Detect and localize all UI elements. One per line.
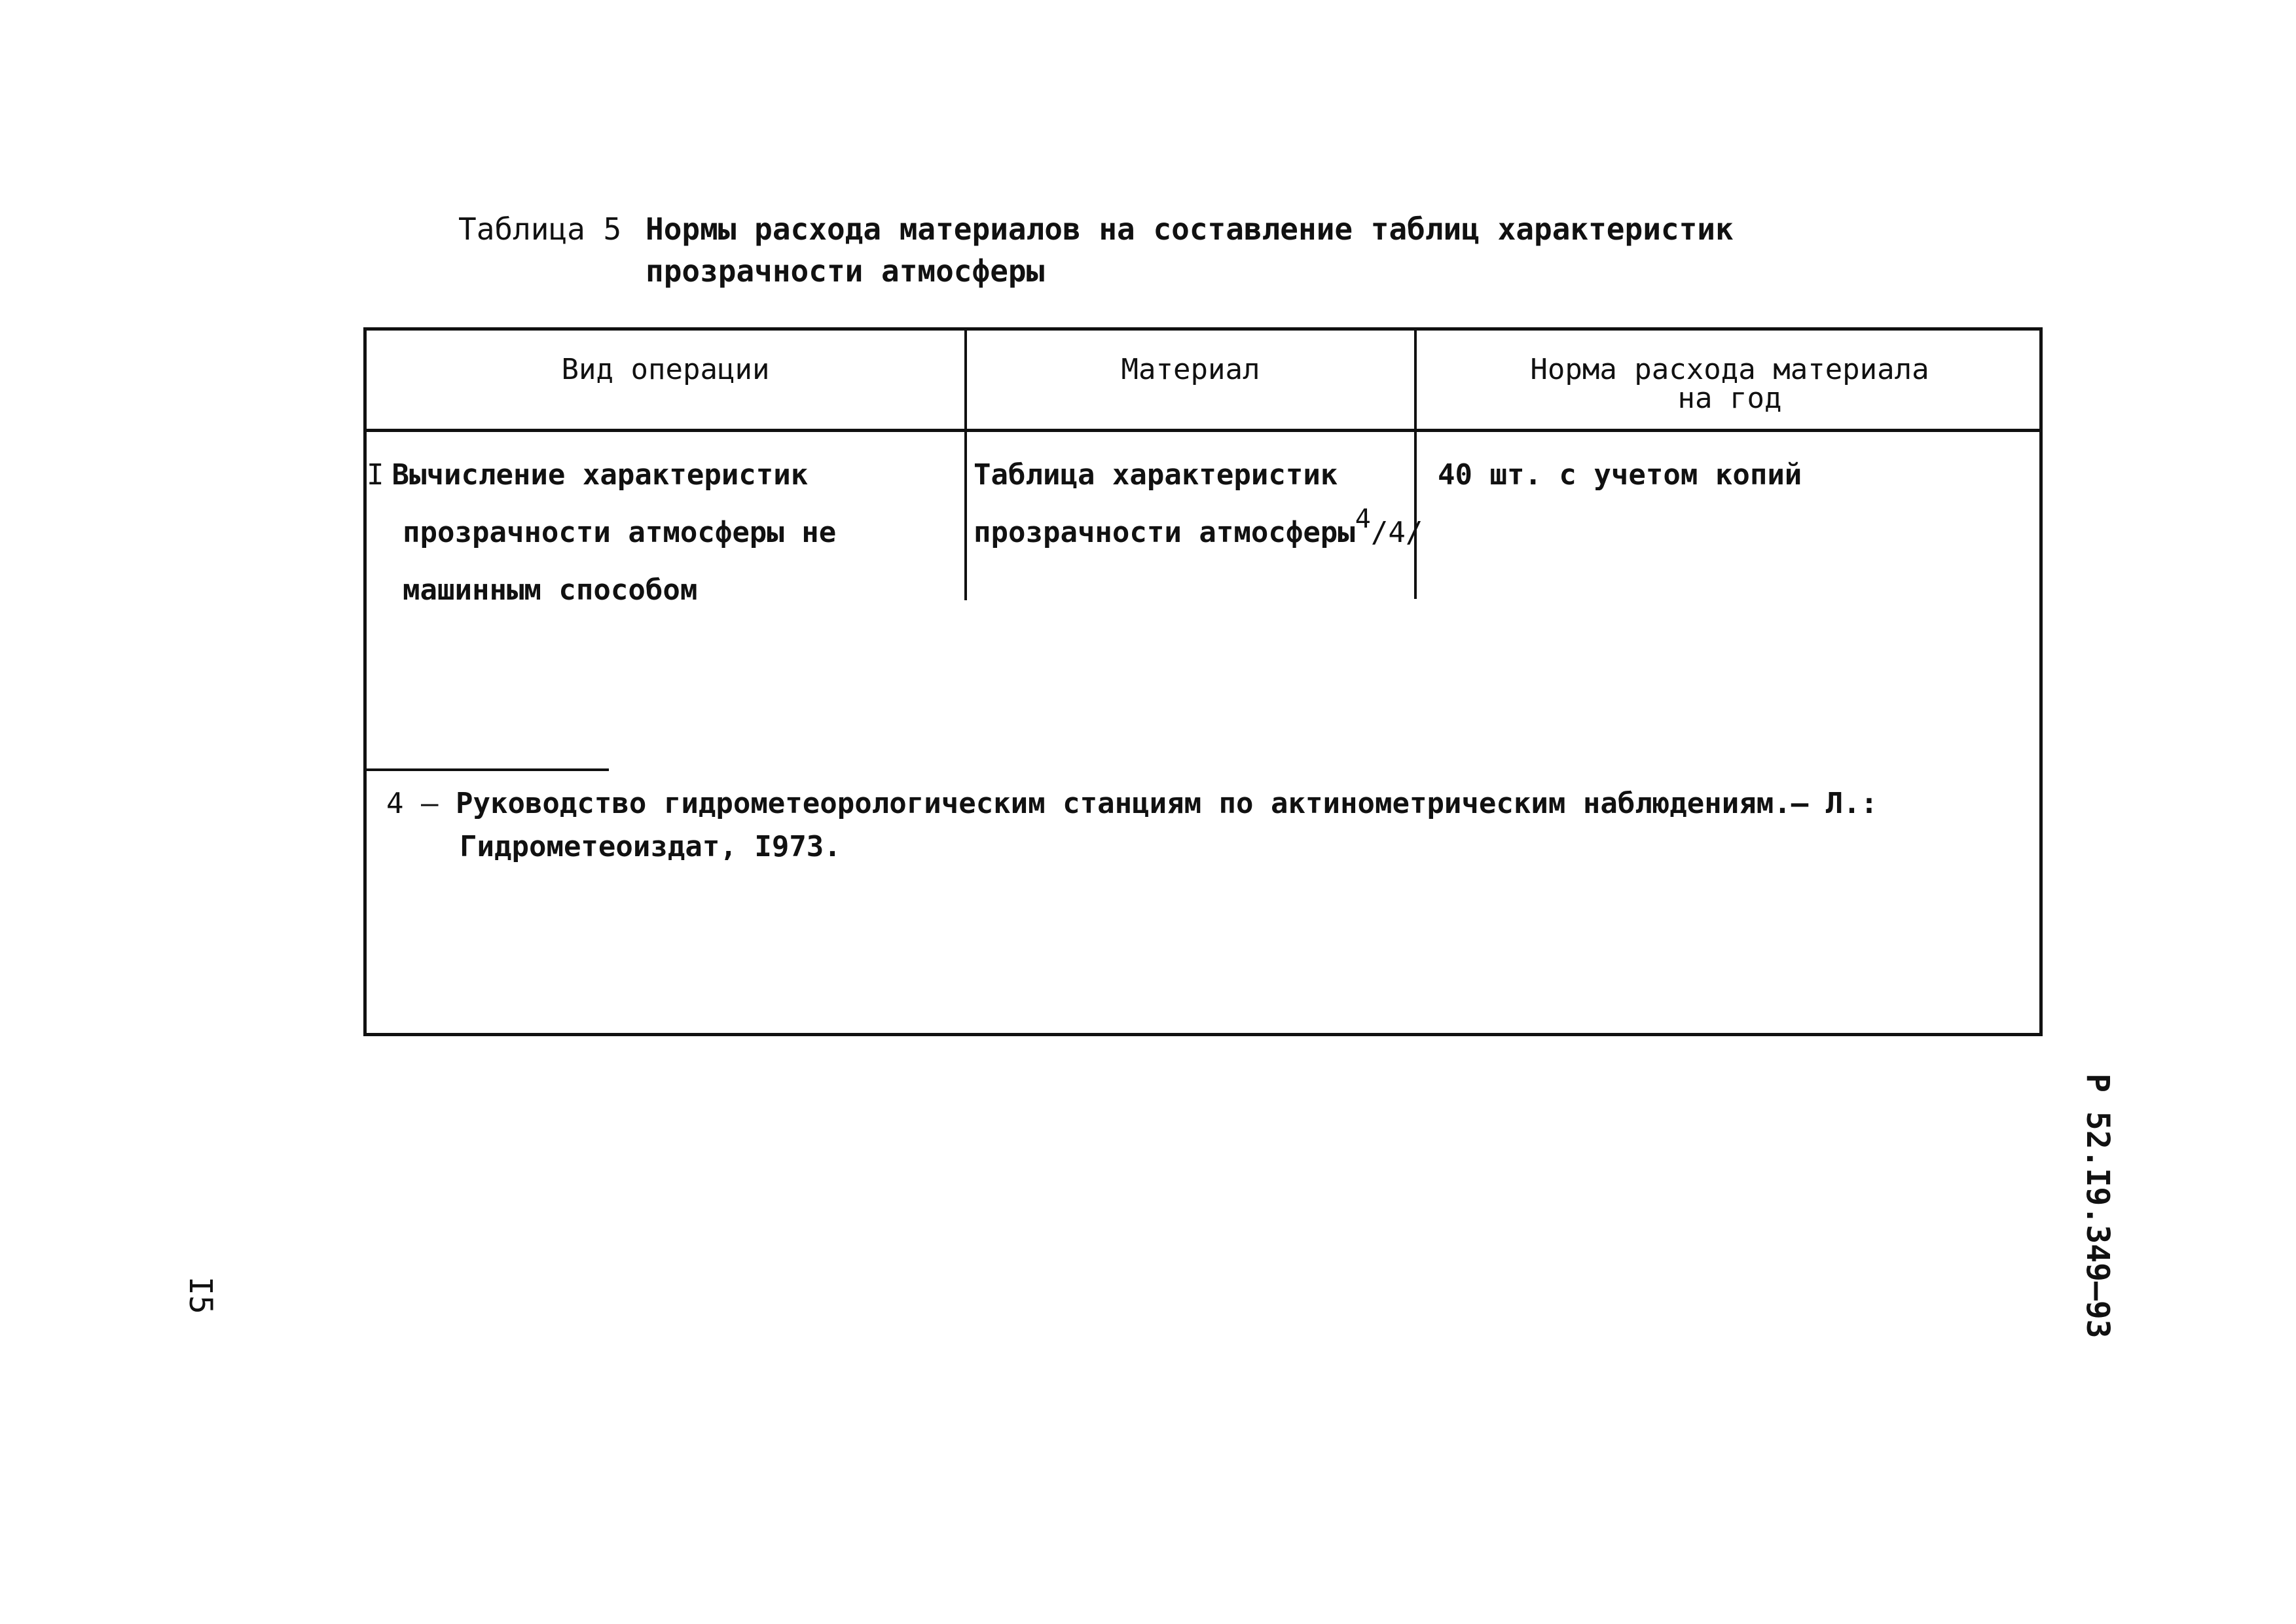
material-reference: /4/	[1370, 516, 1423, 549]
table-title-line2: прозрачности атмосферы	[646, 253, 1045, 289]
row-operation-cell	[367, 446, 836, 619]
norms-table	[363, 327, 2043, 1036]
page-number: I5	[182, 1276, 219, 1314]
row-material-cell	[974, 446, 1423, 562]
table-label: Таблица 5	[458, 211, 622, 247]
header-norm-line2: на год	[1677, 382, 1782, 415]
header-norm-line1: Норма расхода материала	[1530, 353, 1929, 386]
footnote-text-line1: Руководство гидрометеорологическим станциям по актинометрическим наблюдениям.– Л.:	[455, 787, 1878, 820]
document-code: Р 52.I9.349–93	[2079, 1074, 2116, 1339]
material-footnote-mark: 4	[1355, 504, 1371, 534]
operation-line1: Вычисление характеристик	[392, 458, 809, 492]
material-line1: Таблица характеристик	[974, 458, 1338, 492]
column-divider-1	[964, 331, 967, 600]
footnote	[386, 782, 1878, 869]
footnote-number: 4 –	[386, 787, 439, 820]
table-title-line1: Нормы расхода материалов на составление таблиц характеристик	[646, 211, 1734, 247]
table-header-row	[367, 331, 2039, 432]
operation-line3: машинным способом	[403, 573, 698, 607]
table-caption	[458, 208, 1768, 292]
row-number: I	[367, 458, 384, 492]
header-operation: Вид операции	[561, 353, 770, 386]
footnote-text-line2: Гидрометеоиздат, I973.	[460, 830, 841, 863]
row-norm-cell: 40 шт. с учетом копий	[1438, 458, 1802, 492]
material-line2: прозрачности атмосферы	[974, 516, 1355, 549]
footnote-rule	[367, 768, 609, 771]
operation-line2: прозрачности атмосферы не	[403, 516, 837, 549]
header-norm	[1417, 355, 2043, 413]
header-material: Материал	[1121, 353, 1260, 386]
